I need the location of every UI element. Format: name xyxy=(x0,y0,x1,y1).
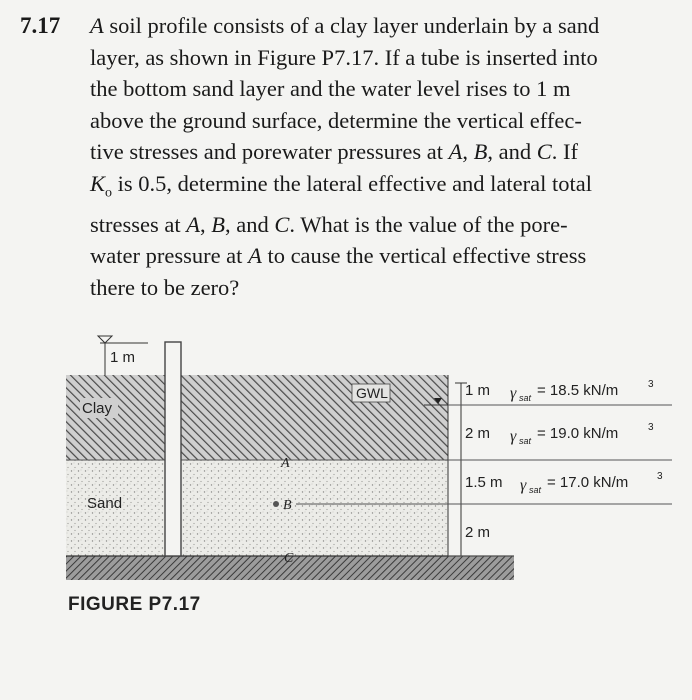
svg-text:γ: γ xyxy=(520,477,527,494)
svg-text:2 m: 2 m xyxy=(465,524,491,541)
problem-line: there to be zero? xyxy=(90,274,240,300)
problem-line: the bottom sand layer and the water level rises to 1 m xyxy=(90,76,571,101)
svg-text:= 19.0 kN/m: = 19.0 kN/m xyxy=(537,425,619,442)
svg-text:3: 3 xyxy=(648,422,654,433)
problem-number: 7.17 xyxy=(20,13,61,38)
svg-text:γ: γ xyxy=(510,428,517,445)
svg-text:sat: sat xyxy=(519,436,532,446)
clay-label: Clay xyxy=(82,400,113,417)
svg-text:3: 3 xyxy=(648,379,654,390)
layer-1-annotation xyxy=(465,379,654,403)
svg-text:3: 3 xyxy=(657,471,663,482)
point-c-label: C xyxy=(284,551,294,566)
problem-line: water pressure at A to cause the vertical effective stress xyxy=(90,243,587,268)
svg-text:sat: sat xyxy=(529,485,542,495)
problem-line: tive stresses and porewater pressures at A, B, and C. If xyxy=(90,139,579,164)
svg-text:1.5 m: 1.5 m xyxy=(465,474,503,491)
svg-text:= 18.5 kN/m: = 18.5 kN/m xyxy=(537,382,619,399)
gwl-label: GWL xyxy=(356,385,388,401)
problem-line: above the ground surface, determine the vertical effec- xyxy=(90,107,582,133)
problem-line: layer, as shown in Figure P7.17. If a tube is inserted into xyxy=(90,44,598,70)
sand-layer xyxy=(66,460,448,556)
point-b-label: B xyxy=(283,498,292,513)
layer-4-annotation xyxy=(465,524,490,541)
svg-text:= 17.0 kN/m: = 17.0 kN/m xyxy=(547,474,629,491)
tube-height-label: 1 m xyxy=(110,349,136,366)
svg-text:2 m: 2 m xyxy=(465,425,491,442)
point-a-label: A xyxy=(281,456,290,471)
svg-text:sat: sat xyxy=(519,393,532,403)
layer-3-annotation xyxy=(465,471,663,495)
svg-text:γ: γ xyxy=(510,385,517,402)
sand-label: Sand xyxy=(87,495,123,512)
svg-text:1 m: 1 m xyxy=(465,382,491,399)
layer-2-annotation xyxy=(465,422,654,446)
problem-line: $K_o$ is 0.5, determine the lateral effective and lateral total xyxy=(90,170,593,200)
figure-caption: FIGURE P7.17 xyxy=(68,594,201,615)
problem-line: stresses at A, B, and C. What is the value of the pore- xyxy=(90,211,568,237)
problem-line: A soil profile consists of a clay layer underlain by a sand xyxy=(90,13,600,38)
clay-layer xyxy=(66,375,448,460)
tube xyxy=(165,342,181,556)
